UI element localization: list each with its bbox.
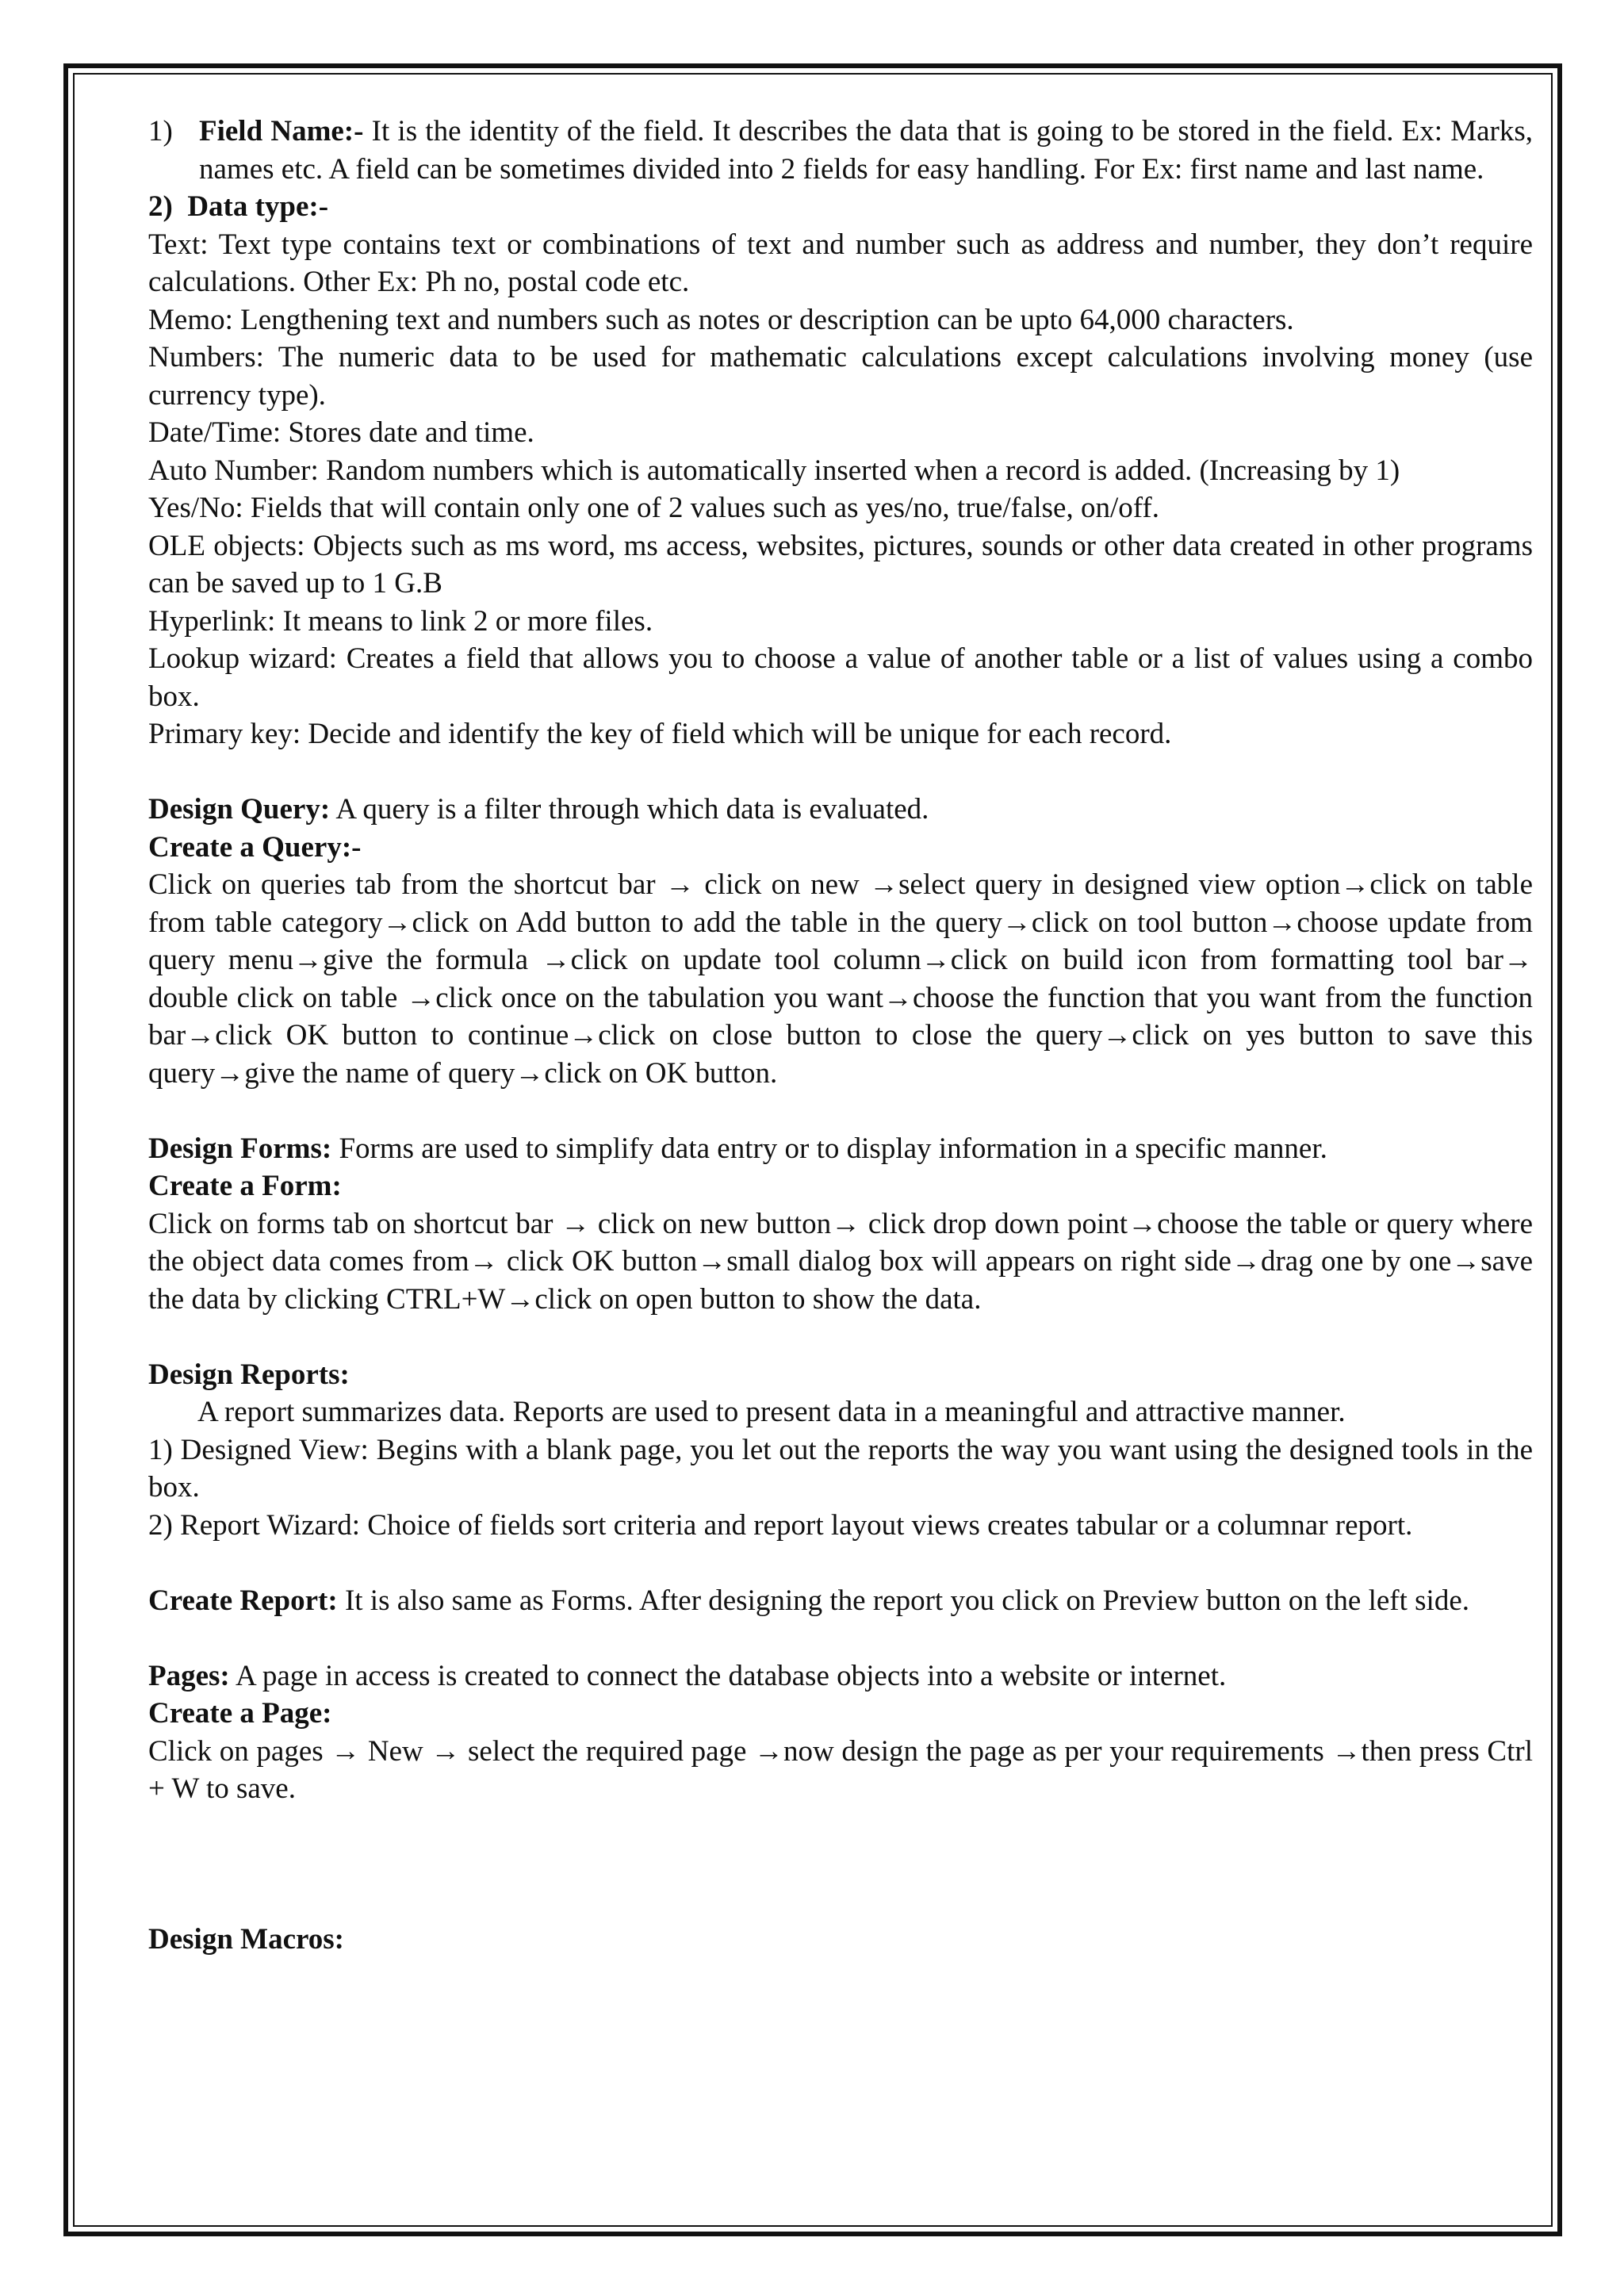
data-type-primary-key: Primary key: Decide and identify the key of field which will be unique for each record. xyxy=(148,718,1172,750)
design-forms-label: Design Forms: xyxy=(148,1132,332,1165)
design-query-label: Design Query: xyxy=(148,793,331,826)
design-reports-item-2: 2) Report Wizard: Choice of fields sort criteria and report layout views creates tabular or a columnar report. xyxy=(148,1508,1413,1542)
pages-text: A page in access is created to connect the database objects into a website or internet. xyxy=(229,1659,1227,1692)
design-reports-intro: A report summarizes data. Reports are used to present data in a meaningful and attractive manner. xyxy=(197,1396,1346,1428)
data-type-hyperlink: Hyperlink: It means to link 2 or more files. xyxy=(148,604,653,638)
data-type-ole: OLE objects: Objects such as ms word, ms access, websites, pictures, sounds or other data created in other programs can be saved up to 1 G.B xyxy=(148,529,1533,600)
create-query-heading: Create a Query:- xyxy=(148,830,362,864)
create-form-heading: Create a Form: xyxy=(148,1170,342,1202)
design-macros-heading: Design Macros: xyxy=(148,1922,344,1956)
design-forms-paragraph xyxy=(148,1130,1533,1168)
data-type-autonumber: Auto Number: Random numbers which is automatically inserted when a record is added. (Increasing by 1) xyxy=(148,454,1400,487)
design-query-text: A query is a filter through which data is evaluated. xyxy=(330,793,929,826)
design-forms-text: Forms are used to simplify data entry or to display information in a specific manner. xyxy=(331,1132,1327,1165)
create-page-heading: Create a Page: xyxy=(148,1697,332,1730)
data-type-numbers: Numbers: The numeric data to be used for mathematic calculations except calculations involving money (use currency type). xyxy=(148,341,1533,412)
design-reports-item-1: 1) Designed View: Begins with a blank page, you let out the reports the way you want using the designed tools in the box. xyxy=(148,1433,1533,1504)
create-query-steps: Click on queries tab from the shortcut bar → click on new →select query in designed view option→click on table from table category→click on Add button to add the table in the query→click on tool button→choose update from query menu→give the formula →click on update tool column→click on build icon from formatting tool bar→ double click on table →click once on the tabulation you want→choose the function that you want from the function bar→click OK button to continue→click on close button to close the query→click on yes button to save this query→give the name of query→click on OK button. xyxy=(148,868,1533,1090)
pages-paragraph xyxy=(148,1657,1533,1695)
field-name-item xyxy=(148,113,1533,188)
create-report-text: It is also same as Forms. After designing the report you click on Preview button on the left side. xyxy=(337,1584,1470,1617)
create-report-label: Create Report: xyxy=(148,1584,338,1617)
data-type-heading: 2) Data type:- xyxy=(148,190,329,223)
pages-label: Pages: xyxy=(148,1659,230,1692)
create-page-steps: Click on pages → New → select the required page →now design the page as per your requirements →then press Ctrl + W to save. xyxy=(148,1734,1533,1805)
data-type-datetime: Date/Time: Stores date and time. xyxy=(148,416,534,449)
design-query-paragraph xyxy=(148,791,1533,829)
data-type-lookup: Lookup wizard: Creates a field that allows you to choose a value of another table or a list of values using a combo box. xyxy=(148,642,1533,713)
data-type-memo: Memo: Lengthening text and numbers such as notes or description can be upto 64,000 characters. xyxy=(148,303,1294,336)
design-reports-heading: Design Reports: xyxy=(148,1358,350,1391)
create-report-paragraph xyxy=(148,1582,1533,1620)
field-name-text: It is the identity of the field. It describes the data that is going to be stored in the field. Ex: Marks, names etc. A field can be sometimes divided into 2 fields for easy handling. For Ex: first name and last name. xyxy=(199,115,1533,186)
create-form-steps: Click on forms tab on shortcut bar → click on new button→ click drop down point→choose the table or query where the object data comes from→ click OK button→small dialog box will appears on right side→drag one by one→save the data by clicking CTRL+W→click on open button to show the data. xyxy=(148,1207,1533,1316)
document-body xyxy=(148,113,1533,1958)
data-type-text: Text: Text type contains text or combinations of text and number such as address and number, they don’t require calculations. Other Ex: Ph no, postal code etc. xyxy=(148,228,1533,298)
field-name-number: 1) xyxy=(148,115,173,148)
data-type-yesno: Yes/No: Fields that will contain only one of 2 values such as yes/no, true/false, on/off. xyxy=(148,492,1159,524)
field-name-label: Field Name:- xyxy=(199,115,364,148)
